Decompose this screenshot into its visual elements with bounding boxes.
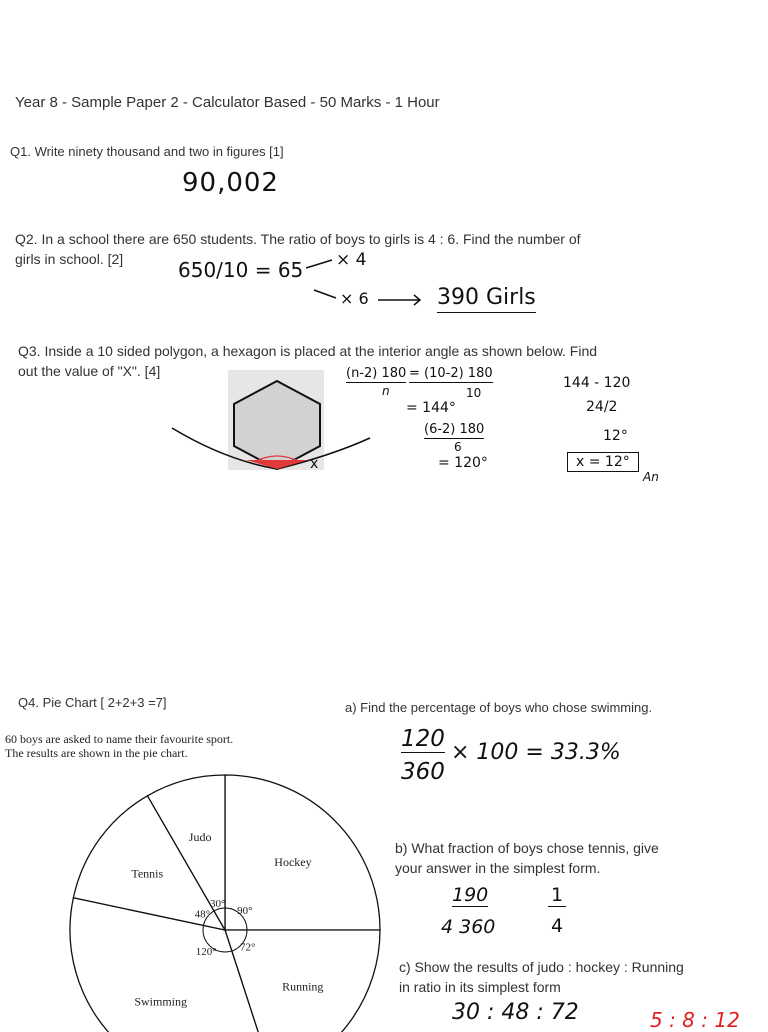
q3-question-line1: Q3. Inside a 10 sided polygon, a hexagon is placed at the interior angle as shown below. Find bbox=[18, 343, 598, 359]
q4-b-denominator: 4 360 bbox=[441, 916, 496, 938]
q2-answer: 390 Girls bbox=[437, 285, 536, 313]
q4-part-a: a) Find the percentage of boys who chose swimming. bbox=[345, 700, 653, 715]
q3-work-result: 12° bbox=[603, 428, 628, 444]
pie-label-judo: Judo bbox=[188, 830, 212, 845]
pie-angle-swimming: 120° bbox=[195, 945, 217, 958]
pie-angle-running: 72° bbox=[239, 941, 256, 954]
q3-work-difference: 144 - 120 bbox=[563, 375, 631, 391]
q2-question-line2: girls in school. [2] bbox=[15, 251, 124, 267]
q3-work-n: n bbox=[382, 384, 390, 398]
q3-work-hexagon-angle: = 120° bbox=[438, 455, 488, 471]
q4-c-working: 30 : 48 : 72 bbox=[452, 1000, 579, 1025]
q4-part-c-line2: in ratio in its simplest form bbox=[399, 979, 561, 995]
pie-angle-hockey: 90° bbox=[237, 905, 253, 918]
q4-a-denominator: 360 bbox=[401, 759, 445, 785]
q2-times-four: × 4 bbox=[336, 250, 367, 270]
q3-work-six: 6 bbox=[454, 440, 462, 454]
q4-intro-line1: 60 boys are asked to name their favourite sport. bbox=[5, 732, 234, 746]
q3-work-half: 24/2 bbox=[586, 399, 618, 415]
q2-arrow bbox=[376, 292, 426, 308]
q1-question: Q1. Write ninety thousand and two in figures [1] bbox=[10, 144, 284, 159]
pie-label-tennis: Tennis bbox=[131, 866, 164, 881]
q3-work-interior-angle: = 144° bbox=[406, 400, 456, 416]
q3-work-hexagon-formula: (6-2) 180 bbox=[424, 422, 485, 437]
q3-answer-tag: An bbox=[643, 470, 659, 484]
pie-label-running: Running bbox=[282, 979, 324, 994]
diagram-x-label: x bbox=[310, 456, 319, 472]
q4-b-answer-numerator: 1 bbox=[548, 884, 566, 907]
q4-intro-line2: The results are shown in the pie chart. bbox=[5, 746, 188, 760]
q4-c-red-answer: 5 : 8 : 12 bbox=[650, 1008, 740, 1032]
q4-part-c-line1: c) Show the results of judo : hockey : Running bbox=[399, 959, 684, 975]
paper-title: Year 8 - Sample Paper 2 - Calculator Based - 50 Marks - 1 Hour bbox=[15, 94, 440, 111]
pie-label-swimming: Swimming bbox=[134, 994, 188, 1009]
q3-boxed-answer: x = 12° bbox=[567, 452, 639, 472]
q3-work-substitution: = (10-2) 180 bbox=[409, 366, 493, 381]
pie-angle-tennis: 48° bbox=[194, 908, 211, 921]
pie-angle-judo: 30° bbox=[210, 897, 226, 910]
q4-a-result: × 100 = 33.3% bbox=[451, 740, 621, 765]
q4-b-answer-denominator: 4 bbox=[551, 915, 564, 937]
q4-heading: Q4. Pie Chart [ 2+2+3 =7] bbox=[18, 695, 167, 710]
q3-question-line2: out the value of "X". [4] bbox=[18, 363, 161, 379]
q4-b-numerator: 190 bbox=[452, 884, 489, 906]
q3-work-formula: (n-2) 180 bbox=[346, 366, 407, 381]
q1-answer: 90,002 bbox=[182, 168, 279, 198]
q3-work-ten: 10 bbox=[466, 386, 482, 400]
pie-chart bbox=[0, 760, 390, 1024]
q4-part-b-line2: your answer in the simplest form. bbox=[395, 860, 601, 876]
q2-question-line1: Q2. In a school there are 650 students. The ratio of boys to girls is 4 : 6. Find the number of bbox=[15, 231, 581, 247]
q2-times-six: × 6 bbox=[340, 289, 369, 308]
q3-polygon-diagram bbox=[170, 370, 370, 474]
pie-label-hockey: Hockey bbox=[274, 855, 312, 870]
q4-part-b-line1: b) What fraction of boys chose tennis, give bbox=[395, 840, 659, 856]
q4-a-numerator: 120 bbox=[401, 726, 445, 752]
q2-working: 650/10 = 65 bbox=[178, 258, 304, 282]
